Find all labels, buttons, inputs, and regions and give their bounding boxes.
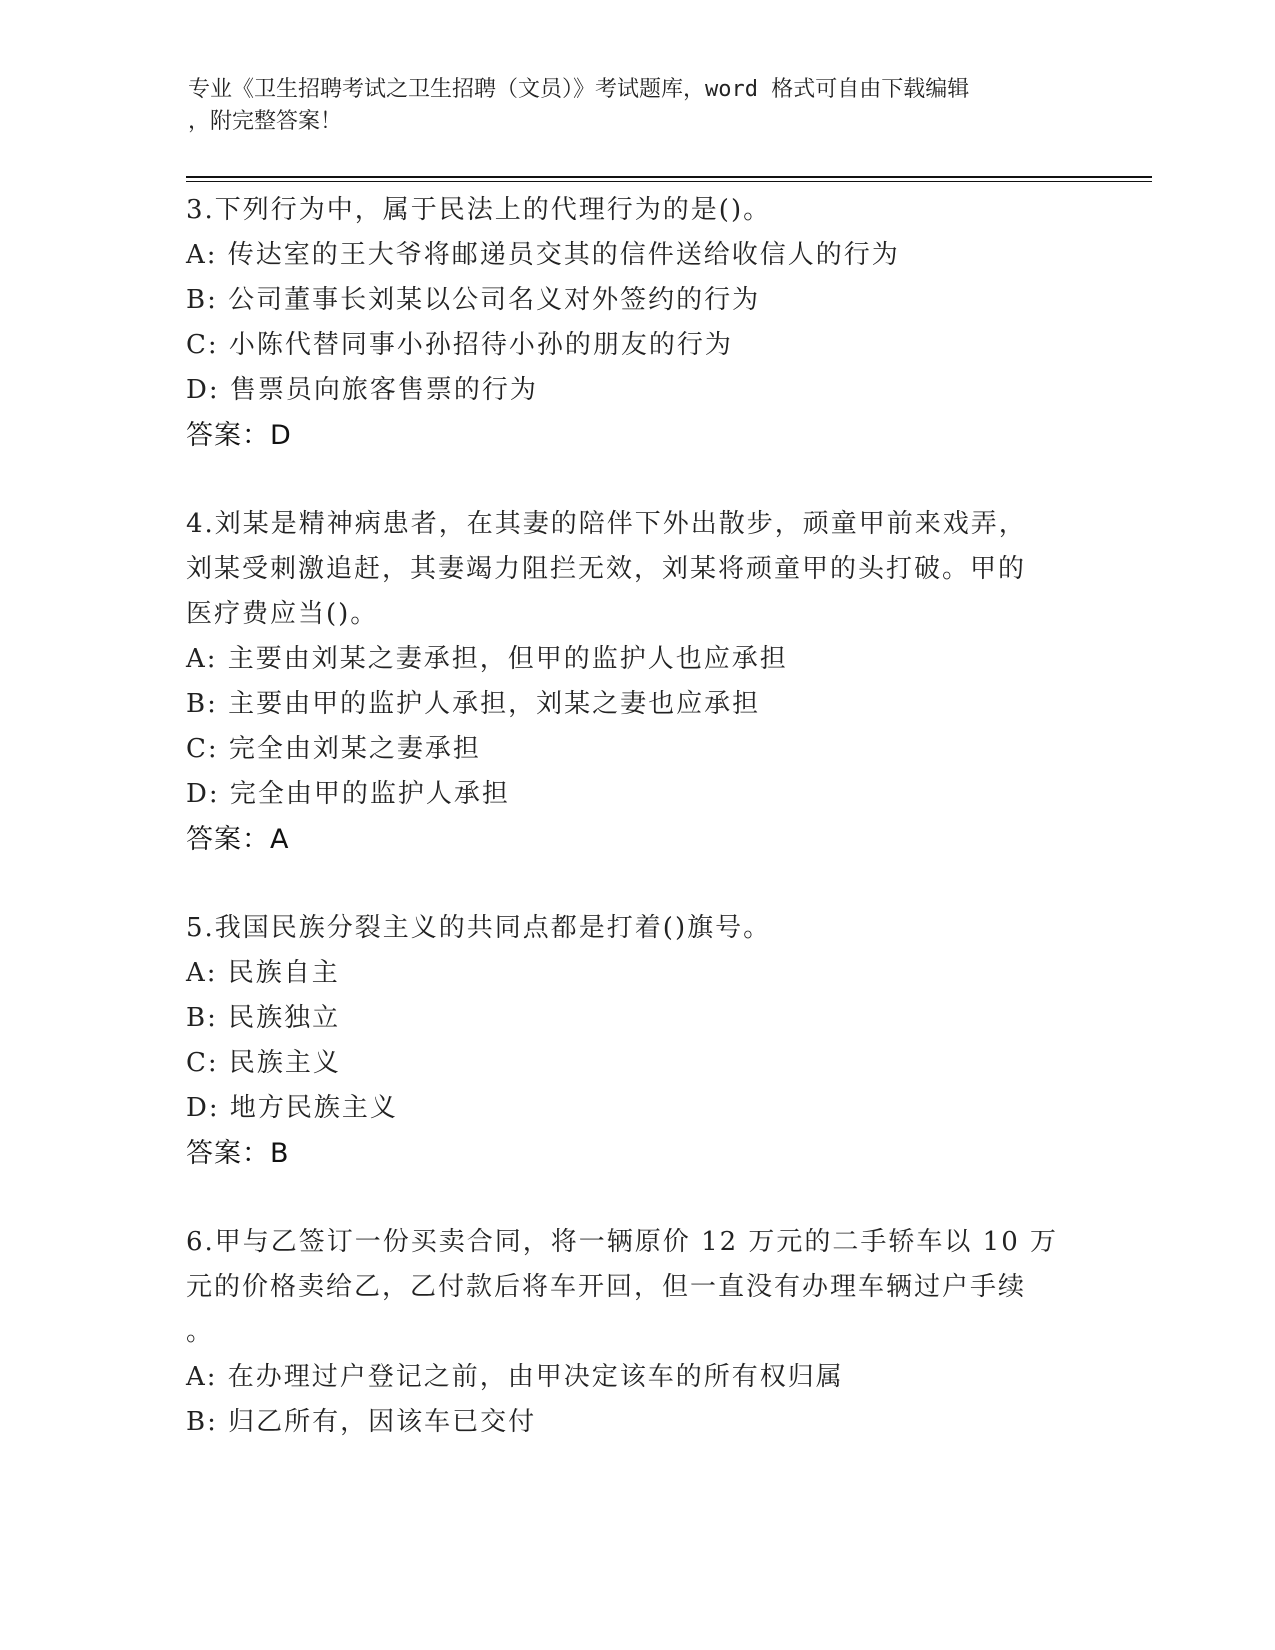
question-stem [186,1220,1066,1355]
question-6 [186,1220,1066,1445]
option-a: A: 传达室的王大爷将邮递员交其的信件送给收信人的行为 [186,240,900,270]
header-title-line-1: 专业《卫生招聘考试之卫生招聘（文员）》考试题库，word 格式可自由下载编辑 [188,77,970,102]
header-divider-thin [186,181,1152,182]
question-stem-line: 刘某受刺激追赶，其妻竭力阻拦无效，刘某将顽童甲的头打破。甲的 [186,554,1027,584]
question-3 [186,188,1066,458]
answer-label: 答案：B [186,1138,290,1169]
option-c: C: 民族主义 [186,1048,341,1078]
question-list [186,188,1066,1489]
option-b: B: 主要由甲的监护人承担，刘某之妻也应承担 [186,689,761,719]
question-stem [186,906,1066,951]
header-divider-thick [186,176,1152,178]
question-stem-line: 3.下列行为中，属于民法上的代理行为的是()。 [186,195,772,225]
question-stem [186,188,1066,233]
option-b: B: 公司董事长刘某以公司名义对外签约的行为 [186,285,761,315]
option-c: C: 小陈代替同事小孙招待小孙的朋友的行为 [186,330,733,360]
option-a: A: 民族自主 [186,958,340,988]
question-stem [186,502,1066,637]
option-b: B: 归乙所有，因该车已交付 [186,1407,537,1437]
header-title-line-2: ，附完整答案！ [188,109,343,134]
question-stem-line: 6.甲与乙签订一份买卖合同，将一辆原价 12 万元的二手轿车以 10 万 [186,1227,1059,1257]
question-5 [186,906,1066,1176]
option-d: D: 售票员向旅客售票的行为 [186,375,538,405]
answer-label: 答案：D [186,420,292,451]
option-d: D: 地方民族主义 [186,1093,398,1123]
question-stem-line: 5.我国民族分裂主义的共同点都是打着()旗号。 [186,913,772,943]
answer-label: 答案：A [186,824,290,855]
document-header [188,74,1088,138]
option-d: D: 完全由甲的监护人承担 [186,779,510,809]
question-stem-line: 医疗费应当()。 [186,599,379,629]
question-stem-line: 。 [186,1317,215,1347]
option-c: C: 完全由刘某之妻承担 [186,734,481,764]
question-stem-line: 4.刘某是精神病患者，在其妻的陪伴下外出散步，顽童甲前来戏弄， [186,509,1027,539]
question-stem-line: 元的价格卖给乙，乙付款后将车开回，但一直没有办理车辆过户手续 [186,1272,1027,1302]
question-4 [186,502,1066,862]
option-b: B: 民族独立 [186,1003,341,1033]
option-a: A: 主要由刘某之妻承担，但甲的监护人也应承担 [186,644,788,674]
option-a: A: 在办理过户登记之前，由甲决定该车的所有权归属 [186,1362,844,1392]
